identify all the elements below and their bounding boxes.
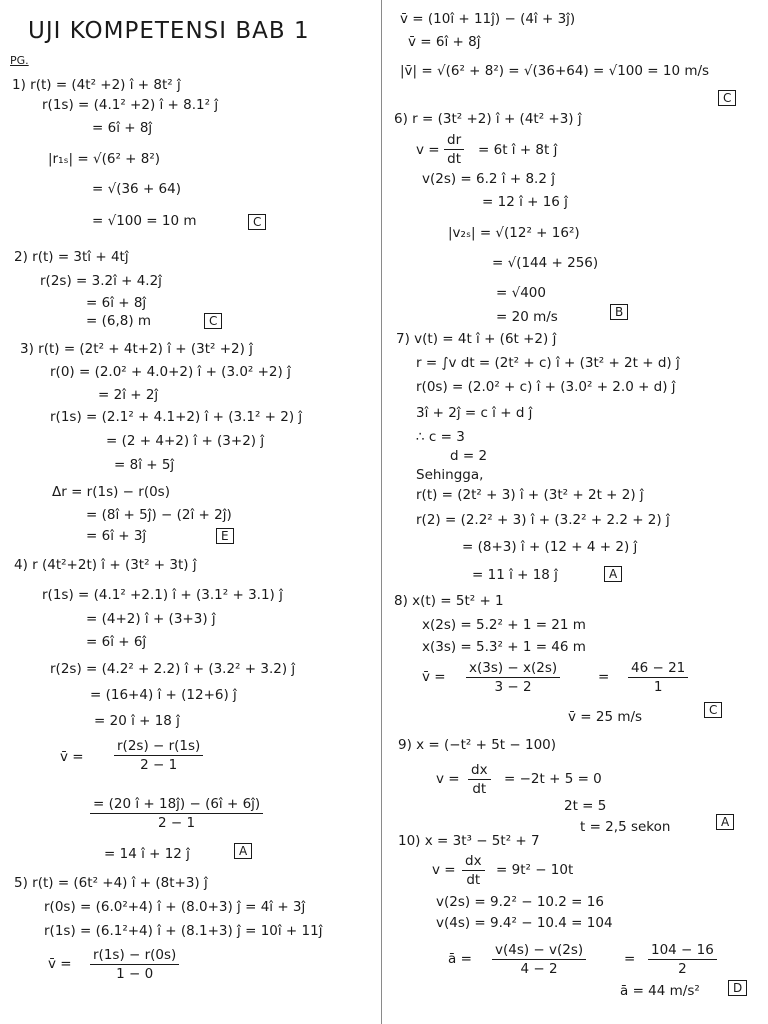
q5-vbar-label: v̄ =	[48, 956, 72, 972]
q7-line: r(t) = (2t² + 3) î + (3t² + 2t + 2) ĵ	[416, 487, 644, 503]
q3-line: r(0) = (2.0² + 4.0+2) î + (3.0² +2) ĵ	[50, 364, 291, 380]
q6-line: v(2s) = 6.2 î + 8.2 ĵ	[422, 171, 555, 187]
q5c-line: |v̄| = √(6² + 8²) = √(36+64) = √100 = 10 m/s	[400, 63, 710, 79]
q1-line: = √(36 + 64)	[92, 181, 181, 197]
q4-line: = (16+4) î + (12+6) ĵ	[90, 687, 237, 703]
fraction-denominator: 3 − 2	[494, 679, 532, 695]
fraction-denominator: dt	[466, 872, 481, 888]
fraction-denominator: dt	[447, 151, 461, 167]
q9-line: 9) x = (−t² + 5t − 100)	[398, 737, 557, 753]
q2-line: r(2s) = 3.2î + 4.2ĵ	[40, 273, 162, 289]
q4-vbar-label: v̄ =	[60, 749, 84, 765]
q3-line: = 8î + 5ĵ	[114, 457, 175, 473]
q10-answer-box: D	[728, 980, 747, 996]
q1-line: 1) r(t) = (4t² +2) î + 8t² ĵ	[12, 77, 181, 93]
fraction-numerator: dx	[468, 762, 491, 780]
q6-answer-box: B	[610, 304, 628, 320]
q2-line: 2) r(t) = 3tî + 4tĵ	[14, 249, 129, 265]
fraction-numerator: r(1s) − r(0s)	[90, 947, 179, 965]
q6-line: = √400	[496, 285, 546, 301]
fraction-numerator: v(4s) − v(2s)	[492, 942, 586, 960]
q7-line: 7) v(t) = 4t î + (6t +2) ĵ	[396, 331, 557, 347]
q3-answer-box: E	[216, 528, 234, 544]
q1-line: = 6î + 8ĵ	[92, 120, 153, 136]
q10-equals: =	[624, 951, 636, 967]
q10-line: = 9t² − 10t	[496, 862, 574, 878]
q5-line: 5) r(t) = (6t² +4) î + (8t+3) ĵ	[14, 875, 208, 891]
q3-line: r(1s) = (2.1² + 4.1+2) î + (3.1² + 2) ĵ	[50, 409, 303, 425]
fraction-numerator: dr	[444, 132, 464, 150]
q5-answer-box: C	[718, 90, 736, 106]
q4-line: = 6î + 6ĵ	[86, 634, 147, 650]
q4-line: 4) r (4t²+2t) î + (3t² + 3t) ĵ	[14, 557, 197, 573]
q1-line: |r₁ₛ| = √(6² + 8²)	[48, 151, 161, 167]
q7-line: r(2) = (2.2² + 3) î + (3.2² + 2.2 + 2) ĵ	[416, 512, 670, 528]
q9-line: t = 2,5 sekon	[580, 819, 671, 835]
q8-line: v̄ = 25 m/s	[568, 709, 643, 725]
q7-line: Sehingga,	[416, 467, 484, 483]
q8-line: x(3s) = 5.3² + 1 = 46 m	[422, 639, 586, 655]
q6-line: 6) r = (3t² +2) î + (4t² +3) ĵ	[394, 111, 582, 127]
q4-fraction	[90, 796, 263, 831]
q6-v-label: v =	[416, 142, 440, 158]
fraction-numerator: 46 − 21	[628, 660, 688, 678]
q7-line: = (8+3) î + (12 + 4 + 2) ĵ	[462, 539, 638, 555]
q4-line: r(2s) = (4.2² + 2.2) î + (3.2² + 3.2) ĵ	[50, 661, 296, 677]
q5c-line: v̄ = 6î + 8ĵ	[408, 34, 481, 50]
q8-equals: =	[598, 669, 610, 685]
q6-line: = 12 î + 16 ĵ	[482, 194, 568, 210]
q3-line: Δr = r(1s) − r(0s)	[52, 484, 170, 500]
q10-v-label: v =	[432, 862, 456, 878]
q4-line: = 14 î + 12 ĵ	[104, 846, 190, 862]
q10-line: v(2s) = 9.2² − 10.2 = 16	[436, 894, 604, 910]
fraction-denominator: 1 − 0	[116, 966, 154, 982]
q10-line: 10) x = 3t³ − 5t² + 7	[398, 833, 540, 849]
q3-line: = 2î + 2ĵ	[98, 387, 159, 403]
q4-fraction	[114, 738, 203, 773]
fraction-numerator: r(2s) − r(1s)	[114, 738, 203, 756]
q9-line: 2t = 5	[564, 798, 607, 814]
fraction-numerator: 104 − 16	[648, 942, 717, 960]
q10-line: ā = 44 m/s²	[620, 983, 700, 999]
q1-line: = √100 = 10 m	[92, 213, 197, 229]
page-title: UJI KOMPETENSI BAB 1	[28, 18, 310, 44]
q3-line: = (2 + 4+2) î + (3+2) ĵ	[106, 433, 265, 449]
q5c-line: v̄ = (10î + 11ĵ) − (4î + 3ĵ)	[400, 11, 576, 27]
q7-line: ∴ c = 3	[416, 429, 465, 445]
q3-line: 3) r(t) = (2t² + 4t+2) î + (3t² +2) ĵ	[20, 341, 253, 357]
q6-line: = √(144 + 256)	[492, 255, 599, 271]
q5-fraction	[90, 947, 179, 982]
q8-answer-box: C	[704, 702, 722, 718]
section-label: PG.	[10, 54, 29, 67]
q6-line: |v₂ₛ| = √(12² + 16²)	[448, 225, 580, 241]
q10-derivative	[462, 853, 485, 888]
q4-answer-box: A	[234, 843, 252, 859]
q10-line: v(4s) = 9.4² − 10.4 = 104	[436, 915, 613, 931]
q10-abar-label: ā =	[448, 951, 472, 967]
q7-line: = 11 î + 18 ĵ	[472, 567, 558, 583]
q9-answer-box: A	[716, 814, 734, 830]
q7-line: r(0s) = (2.0² + c) î + (3.0² + 2.0 + d) ĵ	[416, 379, 676, 395]
fraction-numerator: = (20 î + 18ĵ) − (6î + 6ĵ)	[90, 796, 263, 814]
q9-v-label: v =	[436, 771, 460, 787]
q8-line: x(2s) = 5.2² + 1 = 21 m	[422, 617, 586, 633]
q6-derivative	[444, 132, 464, 167]
column-divider	[381, 0, 382, 1024]
q8-fraction	[628, 660, 688, 695]
q2-line: = 6î + 8ĵ	[86, 295, 147, 311]
q4-line: = 20 î + 18 ĵ	[94, 713, 180, 729]
fraction-denominator: 2 − 1	[140, 757, 178, 773]
q7-line: r = ∫v dt = (2t² + c) î + (3t² + 2t + d) ĵ	[416, 355, 680, 371]
q8-fraction	[466, 660, 560, 695]
fraction-numerator: dx	[462, 853, 485, 871]
q1-answer-box: C	[248, 214, 266, 230]
q10-fraction	[648, 942, 717, 977]
q3-line: = 6î + 3ĵ	[86, 528, 147, 544]
q6-line: = 20 m/s	[496, 309, 558, 325]
q2-line: = (6,8) m	[86, 313, 152, 329]
q2-answer-box: C	[204, 313, 222, 329]
q10-fraction	[492, 942, 586, 977]
q9-line: = −2t + 5 = 0	[504, 771, 602, 787]
q4-line: r(1s) = (4.1² +2.1) î + (3.1² + 3.1) ĵ	[42, 587, 283, 603]
fraction-denominator: dt	[472, 781, 487, 797]
q7-answer-box: A	[604, 566, 622, 582]
fraction-denominator: 1	[653, 679, 663, 695]
fraction-denominator: 2 − 1	[158, 815, 196, 831]
q8-vbar-label: v̄ =	[422, 669, 446, 685]
q9-derivative	[468, 762, 491, 797]
q6-line: = 6t î + 8t ĵ	[478, 142, 558, 158]
fraction-denominator: 2	[678, 961, 687, 977]
q1-line: r(1s) = (4.1² +2) î + 8.1² ĵ	[42, 97, 219, 113]
fraction-denominator: 4 − 2	[520, 961, 558, 977]
fraction-numerator: x(3s) − x(2s)	[466, 660, 560, 678]
q4-line: = (4+2) î + (3+3) ĵ	[86, 611, 216, 627]
q8-line: 8) x(t) = 5t² + 1	[394, 593, 504, 609]
q5-line: r(0s) = (6.0²+4) î + (8.0+3) ĵ = 4î + 3ĵ	[44, 899, 306, 915]
q3-line: = (8î + 5ĵ) − (2î + 2ĵ)	[86, 507, 232, 523]
q7-line: d = 2	[450, 448, 488, 464]
q7-line: 3î + 2ĵ = c î + d ĵ	[416, 405, 533, 421]
q5-line: r(1s) = (6.1²+4) î + (8.1+3) ĵ = 10î + 11ĵ	[44, 923, 323, 939]
